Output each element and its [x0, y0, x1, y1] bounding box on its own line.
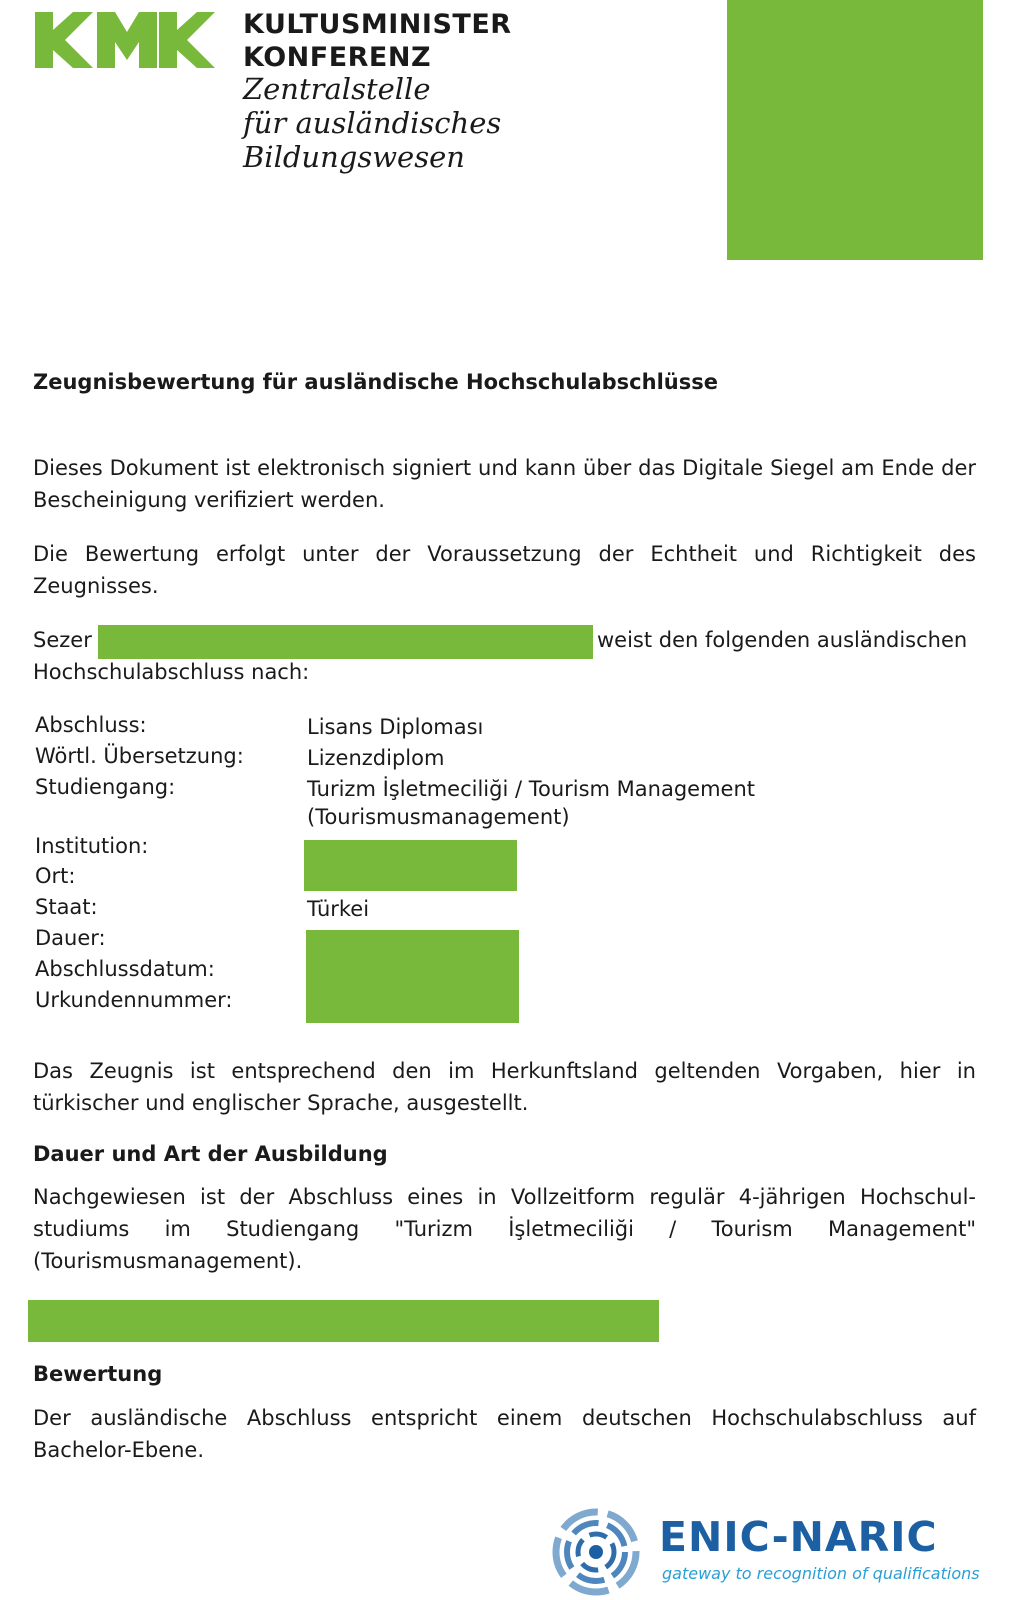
value-studiengang [307, 775, 755, 831]
paragraph-rating: Der ausländische Abschluss entspricht einem deutschen Hochschulabschluss auf Bachelor-Ebene. [33, 1406, 976, 1462]
redaction-institution-ort [304, 840, 517, 891]
label-staat: Staat: [35, 895, 98, 919]
value-abschluss: Lisans Diploması [307, 715, 484, 739]
holder-sentence-end: weist den folgenden ausländischen [597, 628, 968, 652]
department-line2: für ausländisches [243, 106, 502, 140]
label-abschluss: Abschluss: [35, 713, 147, 737]
org-name-line1: KULTUSMINISTER [243, 9, 512, 40]
paragraph-issued: Das Zeugnis ist entsprechend den im Herkunftsland geltenden Vorgaben, hier in türkischer und englischer Sprache, ausgestellt. [33, 1059, 976, 1115]
value-studiengang-line1: Turizm İşletmeciliği / Tourism Management [307, 777, 756, 801]
enic-naric-logo-icon [550, 1508, 642, 1596]
department-line3: Bildungswesen [243, 140, 465, 174]
redaction-section-block [28, 1300, 659, 1342]
label-institution: Institution: [35, 834, 149, 858]
paragraph-duration: Nachgewiesen ist der Abschluss eines in Vollzeitform regulär 4-jährigen Hochschul-studiums im Studiengang "Turizm İşletmeciliği / Tourism Management" (Tourismusmanagement). [33, 1185, 976, 1273]
label-ort: Ort: [35, 864, 76, 888]
department-line1: Zentralstelle [243, 72, 431, 106]
label-abschlussdatum: Abschlussdatum: [35, 957, 215, 981]
paragraph-signed: Dieses Dokument ist elektronisch signiert und kann über das Digitale Siegel am Ende der Bescheinigung verifiziert werden. [33, 456, 976, 512]
enic-naric-name: ENIC-NARIC [659, 1513, 938, 1561]
redaction-dates-number [306, 930, 519, 1023]
document-title: Zeugnisbewertung für ausländische Hochschulabschlüsse [33, 370, 718, 394]
redaction-holder-name [98, 625, 593, 659]
kmk-logo [35, 12, 215, 68]
label-uebersetzung: Wörtl. Übersetzung: [35, 744, 244, 768]
value-uebersetzung: Lizenzdiplom [307, 746, 445, 770]
enic-naric-tagline: gateway to recognition of qualifications [662, 1564, 980, 1583]
section-duration-heading: Dauer und Art der Ausbildung [33, 1142, 388, 1166]
value-staat: Türkei [307, 897, 370, 921]
redaction-header-block [727, 0, 983, 260]
value-studiengang-line2: (Tourismusmanagement) [307, 805, 570, 829]
org-name [243, 8, 512, 74]
label-studiengang: Studiengang: [35, 775, 176, 799]
org-name-line2: KONFERENZ [243, 42, 432, 73]
label-urkundennummer: Urkundennummer: [35, 988, 233, 1012]
holder-first-name: Sezer [33, 628, 92, 652]
label-dauer: Dauer: [35, 926, 106, 950]
section-rating-heading: Bewertung [33, 1362, 163, 1386]
department-name [243, 72, 501, 174]
paragraph-condition: Die Bewertung erfolgt unter der Voraussetzung der Echtheit und Richtigkeit des Zeugnisses. [33, 542, 976, 598]
holder-sentence-line2: Hochschulabschluss nach: [33, 660, 310, 684]
